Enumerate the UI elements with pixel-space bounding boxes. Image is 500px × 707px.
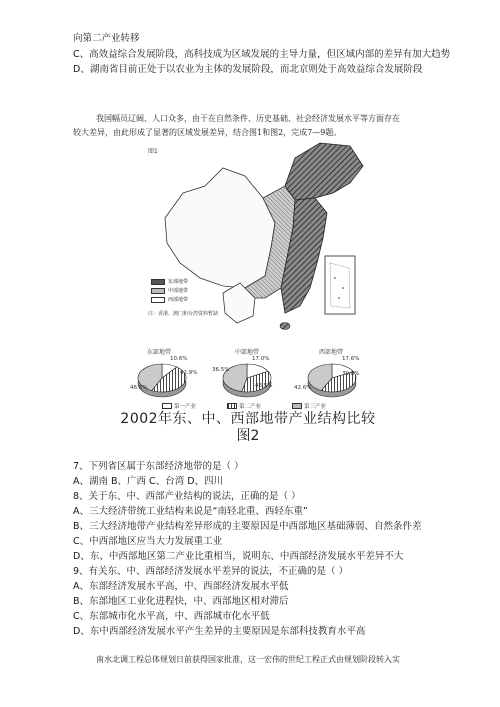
legend-label: 东部地带: [168, 279, 189, 285]
legend-swatch-west: [151, 297, 165, 303]
question-9-option-b: B、东部地区工业化进程快，中、西部地区相对滞后: [73, 596, 289, 607]
pie-east: [138, 364, 186, 397]
legend-label: 西部地带: [168, 297, 189, 303]
pie-central: [223, 364, 271, 397]
question-9-option-c: C、东部城市化水平高，中、西部城市化水平低: [73, 611, 270, 622]
pie-legend-tertiary: [292, 402, 326, 410]
legend-label: 第二产业: [239, 404, 262, 410]
legend-label: 中部地带: [168, 288, 189, 294]
pie-title-west: 西部地带: [319, 349, 344, 356]
option-line-d: D、湖南省目前正处于以农业为主体的发展阶段，而北京则处于高效益综合发展阶段: [73, 64, 423, 75]
pct-label: 39.8%: [342, 371, 360, 377]
legend-swatch: [227, 403, 237, 409]
legend-swatch: [162, 403, 172, 409]
legend-swatch: [292, 403, 302, 409]
question-9-option-a: A、东部经济发展水平高，中、西部经济发展水平低: [73, 581, 289, 592]
question-9: 9、有关东、中、西部经济发展水平差异的说法，不正确的是（ ）: [73, 566, 349, 577]
figure-1-label: 图1: [148, 148, 158, 155]
question-7-options: A、湖南 B、广西 C、台湾 D、四川: [73, 476, 224, 487]
legend-west: [151, 296, 188, 303]
map-note: 注：香港、澳门和台湾资料暂缺: [148, 311, 219, 317]
china-map-graphic: [145, 138, 371, 338]
pct-label: 42.6%: [294, 385, 312, 391]
pct-label: 36.5%: [212, 367, 230, 373]
question-7: 7、下列省区属于东部经济地带的是（ ）: [73, 461, 244, 472]
question-8-option-d: D、东、中西部地区第二产业比重相当，说明东、中西部经济发展水平差异不大: [73, 551, 404, 562]
figure-2-label: 图2: [236, 428, 260, 444]
bottom-paragraph: 南水北调工程总体规划日前获得国家批准，这一宏伟的世纪工程正式由规划阶段转入实: [96, 655, 400, 664]
question-8-option-c: C、中西部地区应当大力发展重工业: [73, 536, 223, 547]
pie-west: [308, 364, 356, 397]
legend-east: [151, 278, 188, 285]
pct-label: 17.6%: [342, 356, 360, 362]
pct-label: 42.9%: [180, 370, 198, 376]
option-line: 向第二产业转移: [73, 33, 140, 44]
figure-2-caption: 2002年东、中、西部地带产业结构比较: [120, 411, 376, 427]
figure-2-pies: [117, 345, 379, 451]
pie-legend-secondary: [227, 402, 261, 410]
option-line-c: C、高效益综合发展阶段，高科技成为区域发展的主导力量，但区域内部的差异有加大趋势: [73, 49, 451, 60]
pie-legend-primary: [162, 402, 196, 410]
legend-swatch-central: [151, 288, 165, 294]
legend-label: 第三产业: [304, 404, 327, 410]
figure-1-map: [145, 138, 371, 338]
question-8-option-a: A、三大经济带统工业结构来说是“南轻北重、西轻东重”: [73, 506, 308, 517]
legend-central: [151, 287, 188, 294]
pct-label: 46.5%: [255, 383, 273, 389]
pct-label: 17.0%: [252, 356, 270, 362]
legend-swatch-east: [151, 279, 165, 285]
legend-label: 第一产业: [174, 404, 197, 410]
map-legend: [151, 278, 188, 305]
pct-label: 10.6%: [170, 356, 188, 362]
pct-label: 46.5%: [130, 385, 148, 391]
pie-title-central: 中部地带: [235, 349, 260, 356]
intro-line-2: 较大差异，由此形成了显著的区域发展差异，结合图1和图2，完成7—9题。: [73, 128, 342, 137]
question-9-option-d: D、东中西部经济发展水平产生差异的主要原因是东部科技教育水平高: [73, 626, 366, 637]
pie-title-east: 东部地带: [147, 349, 172, 356]
intro-line-1: 我国幅员辽阔、人口众多，由于在自然条件、历史基础、社会经济发展水平等方面存在: [96, 114, 400, 123]
question-8: 8、关于东、中、西部产业结构的说法，正确的是（ ）: [73, 491, 301, 502]
question-8-option-b: B、三大经济地带产业结构差异形成的主要原因是中西部地区基础薄弱、自然条件差: [73, 521, 422, 532]
